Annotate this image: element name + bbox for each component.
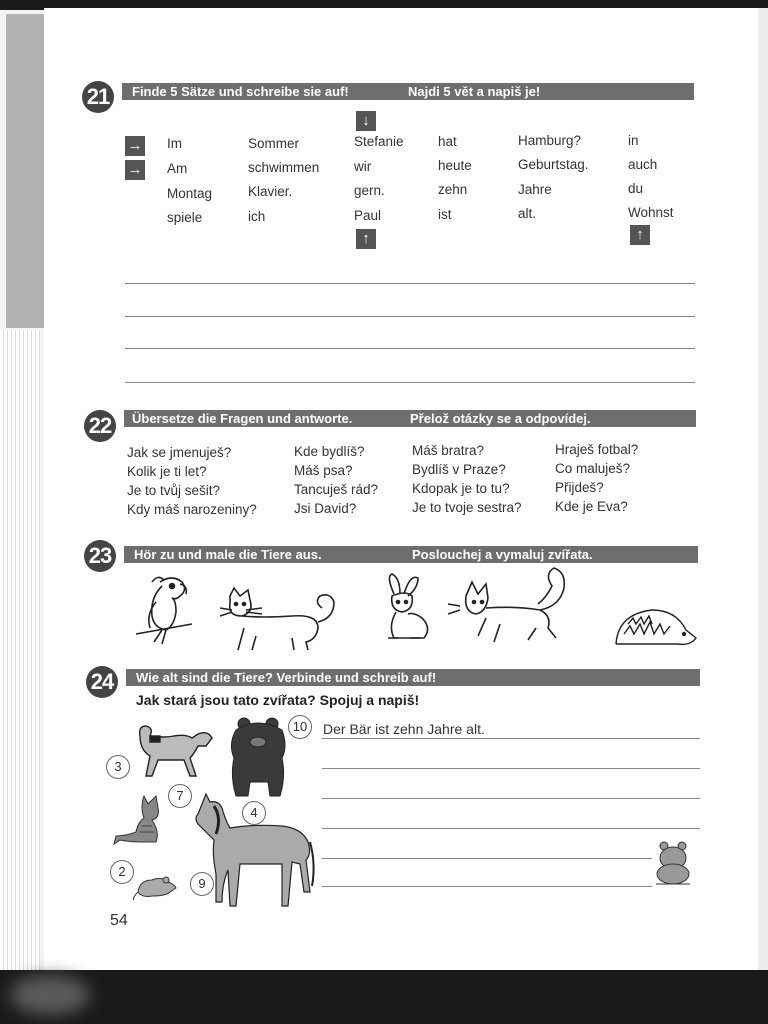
bear-drawing (228, 716, 290, 800)
arrow-right-icon: → (125, 160, 145, 180)
grid-word: Stefanie (354, 134, 404, 149)
question: Hraješ fotbal? (555, 442, 639, 457)
cat-drawing (222, 588, 340, 652)
grid-word: Wohnst (628, 205, 674, 220)
question: Jak se jmenuješ? (127, 445, 232, 460)
question: Kolik je ti let? (127, 464, 207, 479)
exercise-22-title-de: Übersetze die Fragen und antworte. (132, 411, 353, 426)
grid-word: spiele (167, 210, 203, 225)
exercise-21-title-de: Finde 5 Sätze und schreibe sie auf! (132, 84, 349, 99)
question: Máš bratra? (412, 443, 485, 458)
exercise-22-number: 22 (84, 410, 116, 442)
grid-word: Hamburg? (518, 133, 582, 148)
book-spine-shadow (6, 14, 44, 328)
grid-word: Am (167, 161, 188, 176)
question: Je to tvůj sešit? (127, 483, 221, 498)
exercise-22-header (124, 410, 696, 427)
arrow-right-icon: → (125, 136, 145, 156)
question-column-1 (127, 443, 257, 519)
grid-word: wir (354, 159, 372, 174)
question: Co maluješ? (555, 461, 631, 476)
question: Tancuješ rád? (294, 482, 379, 497)
question: Kdopak je to tu? (412, 481, 510, 496)
grid-word: ist (438, 207, 452, 222)
age-circle-other: 9 (190, 872, 214, 896)
exercise-23-title-cz: Poslouchej a vymaluj zvířata. (412, 547, 593, 562)
writing-line (125, 348, 695, 349)
fox-drawing (456, 566, 576, 650)
hamster-drawing (652, 840, 694, 886)
book-page-stack (0, 330, 40, 970)
grid-word: Montag (167, 186, 213, 201)
age-circle-cat: 7 (168, 784, 192, 808)
question: Bydlíš v Praze? (412, 462, 506, 477)
writing-line (125, 283, 695, 284)
grid-word: Klavier. (248, 184, 293, 199)
page-number: 54 (110, 912, 128, 929)
exercise-23-header (124, 546, 698, 563)
exercise-21-number: 21 (82, 81, 114, 113)
grid-word: gern. (354, 183, 385, 198)
exercise-23-number: 23 (84, 540, 116, 572)
grid-word: zehn (438, 182, 468, 197)
question: Máš psa? (294, 463, 353, 478)
question: Je to tvoje sestra? (412, 500, 522, 515)
writing-line (125, 382, 695, 383)
exercise-24-header (126, 669, 700, 686)
grid-word: Jahre (518, 182, 552, 197)
tabby-cat-drawing (112, 792, 166, 846)
arrow-up-icon: ↑ (356, 229, 376, 249)
exercise-23-title-de: Hör zu und male die Tiere aus. (134, 547, 322, 562)
grid-word: schwimmen (248, 160, 320, 175)
rabbit-drawing (380, 572, 436, 644)
mouse-drawing (132, 870, 182, 902)
exercise-24-subtitle-cz: Jak stará jsou tato zvířata? Spojuj a napiš! (136, 692, 420, 708)
question: Kde bydlíš? (294, 444, 365, 459)
age-circle-horse: 4 (242, 801, 266, 825)
question: Přijdeš? (555, 480, 604, 495)
writing-line (322, 886, 652, 887)
example-answer: Der Bär ist zehn Jahre alt. (323, 721, 485, 737)
scan-finger-shadow (10, 975, 90, 1015)
dog-drawing (134, 724, 214, 780)
grid-word: alt. (518, 206, 537, 221)
exercise-24-title-de: Wie alt sind die Tiere? Verbinde und schreib auf! (136, 670, 437, 685)
question-column-2 (294, 442, 378, 518)
exercise-21-title-cz: Najdi 5 vět a napiš je! (408, 84, 541, 99)
grid-word: hat (438, 134, 457, 149)
writing-line (322, 858, 652, 859)
exercise-24-number: 24 (86, 666, 118, 698)
exercise-22-title-cz: Přelož otázky se a odpovídej. (410, 411, 591, 426)
grid-word: du (628, 181, 644, 196)
question-column-4 (555, 440, 638, 516)
exercise-21-header (122, 83, 694, 100)
grid-word: Geburtstag. (518, 157, 589, 172)
age-circle-dog: 3 (106, 755, 130, 779)
scan-bottom-border (0, 970, 768, 1024)
question: Kdy máš narozeniny? (127, 502, 257, 517)
age-circle-mouse: 2 (110, 860, 134, 884)
grid-word: Sommer (248, 136, 300, 151)
grid-word: in (628, 133, 639, 148)
writing-line (322, 768, 700, 769)
writing-line (125, 316, 695, 317)
grid-word: Im (167, 136, 182, 151)
writing-line (322, 828, 700, 829)
hedgehog-drawing (612, 604, 698, 650)
grid-word: auch (628, 157, 658, 172)
grid-word: Paul (354, 208, 382, 223)
writing-line (322, 798, 700, 799)
question-column-3 (412, 441, 522, 517)
question: Kde je Eva? (555, 499, 628, 514)
arrow-up-icon: ↑ (630, 225, 650, 245)
writing-line (322, 738, 700, 739)
age-circle-bear: 10 (288, 715, 312, 739)
question: Jsi David? (294, 501, 357, 516)
arrow-down-icon: ↓ (356, 111, 376, 131)
parrot-drawing (132, 572, 196, 648)
grid-word: heute (438, 158, 472, 173)
book-right-edge (758, 8, 768, 970)
grid-word: ich (248, 209, 266, 224)
